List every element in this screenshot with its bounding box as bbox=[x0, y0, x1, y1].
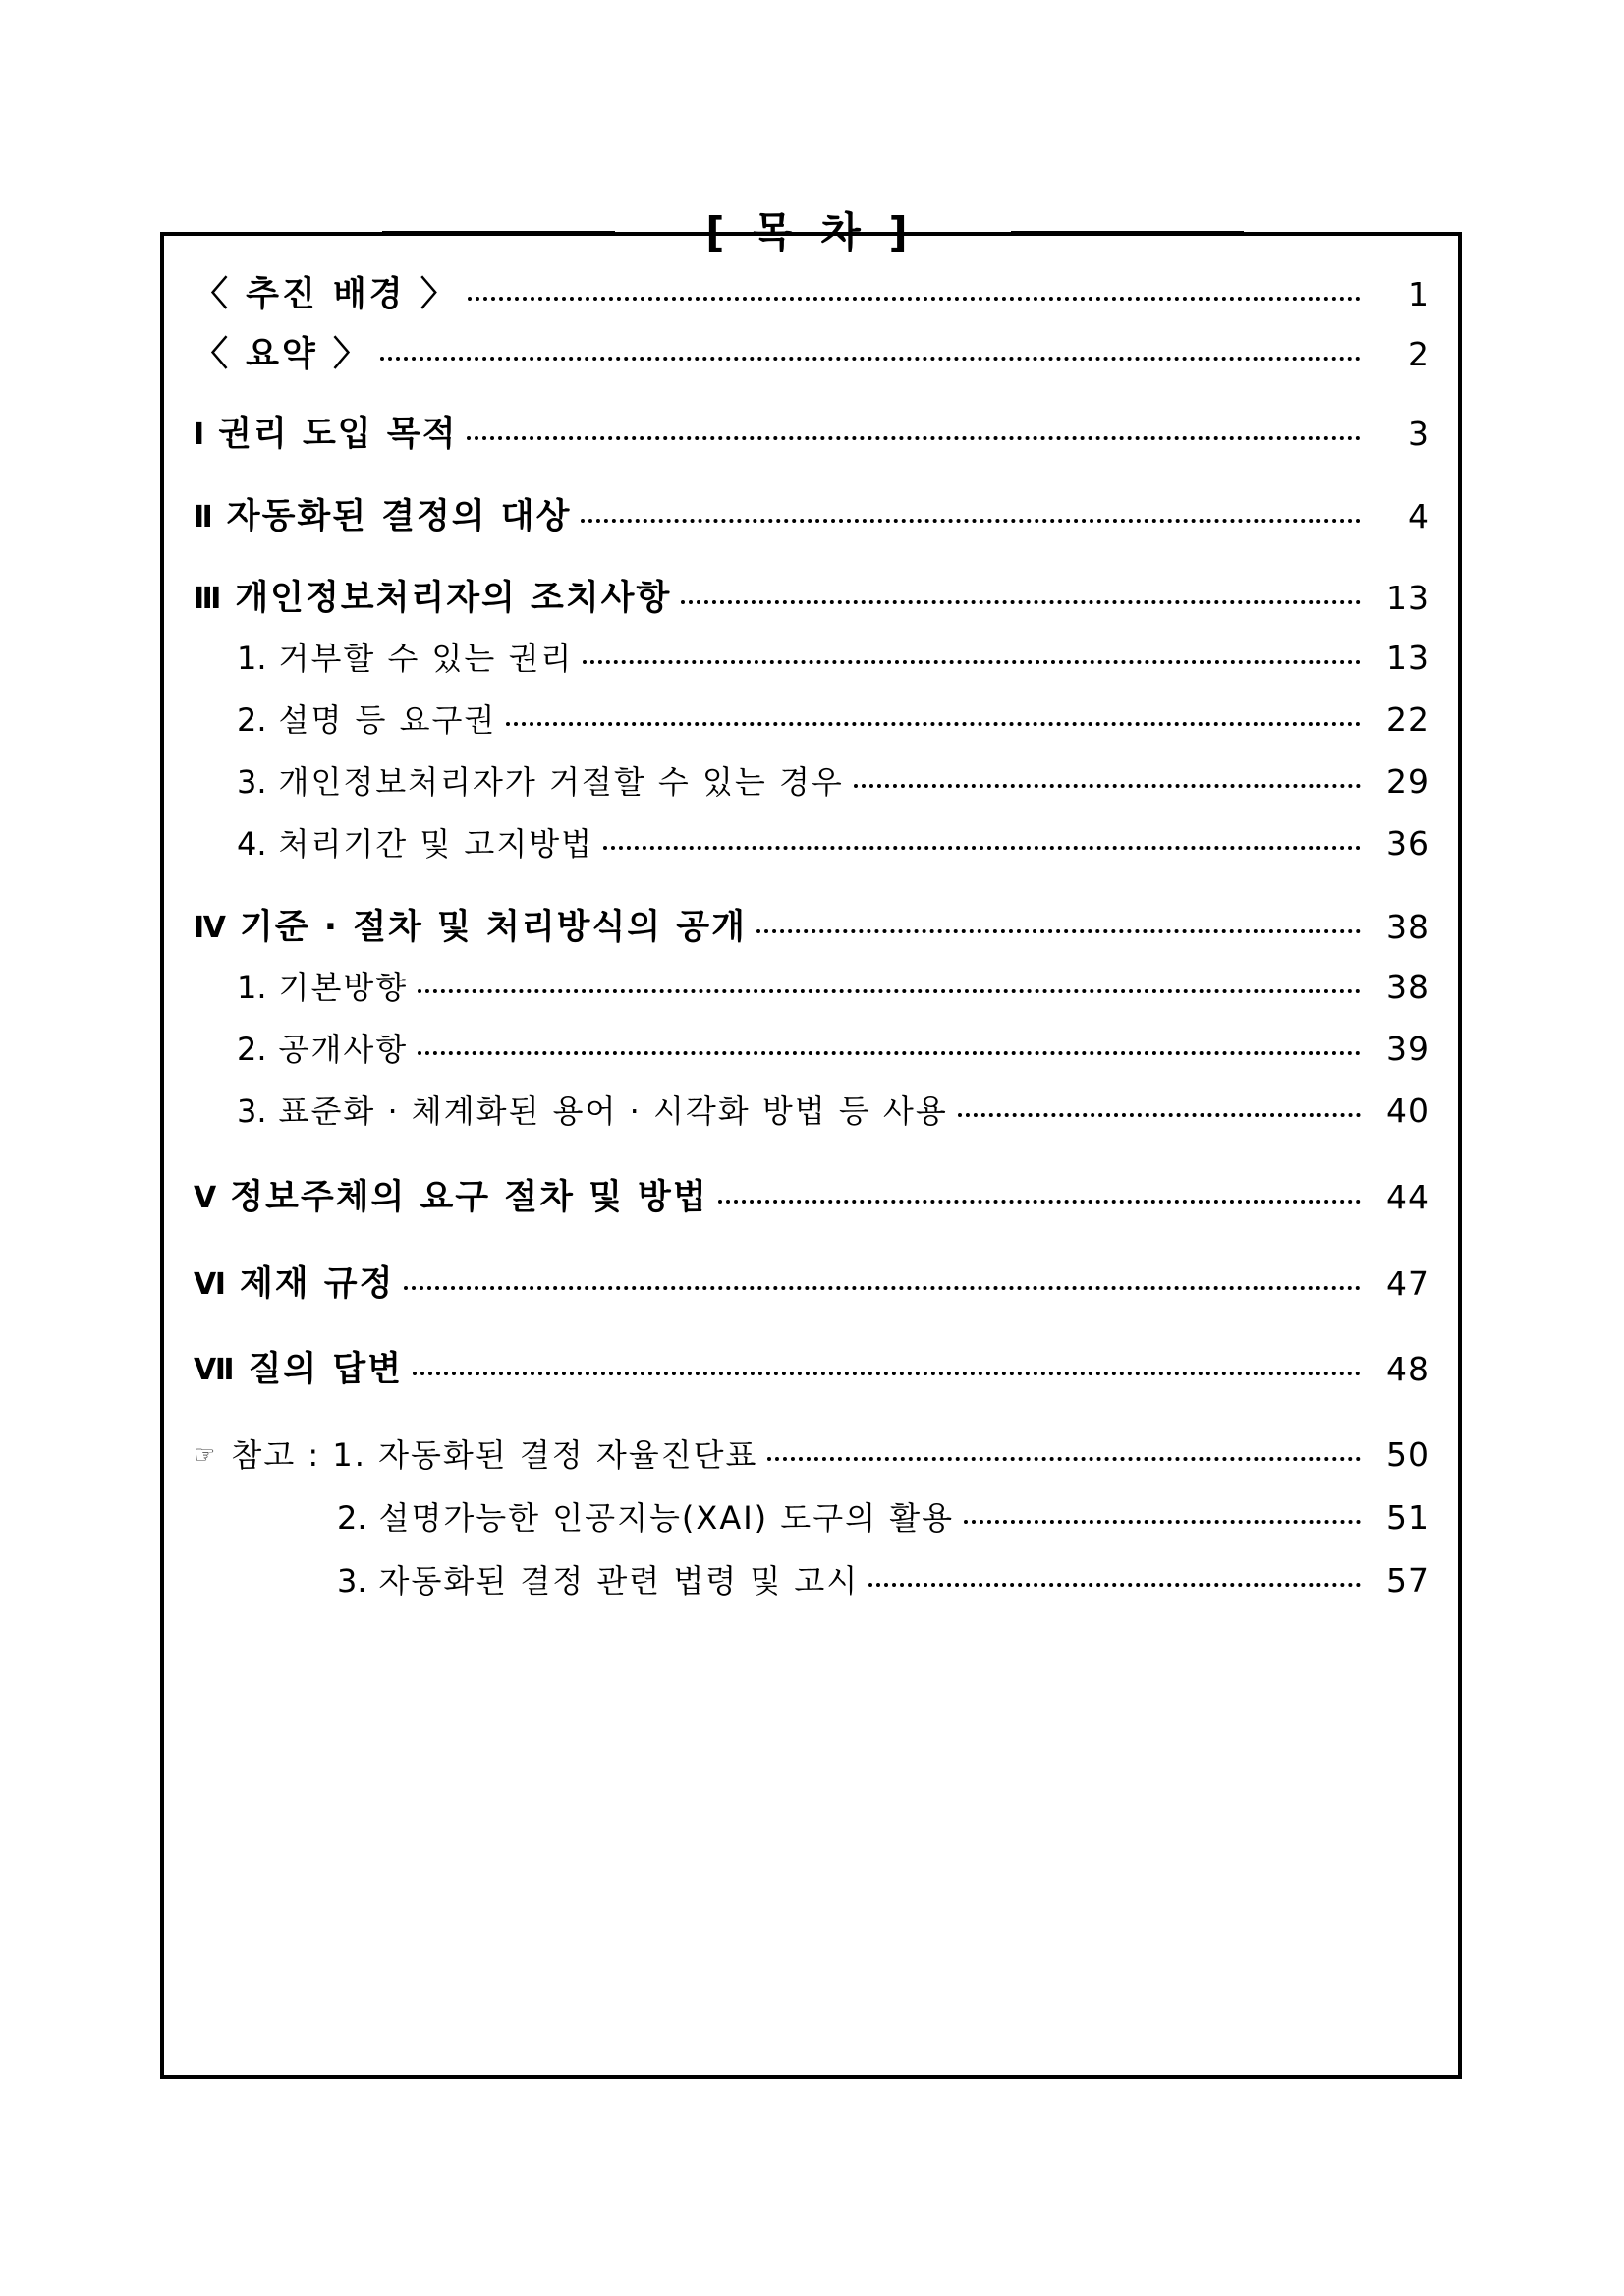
toc-page-number: 51 bbox=[1386, 1498, 1429, 1537]
toc-page-number: 13 bbox=[1386, 639, 1429, 677]
toc-entry-label: 설명가능한 인공지능(XAI) 도구의 활용 bbox=[378, 1499, 955, 1537]
toc-page-number: 4 bbox=[1408, 497, 1429, 535]
toc-page-number: 36 bbox=[1386, 824, 1429, 863]
toc-page-number: 40 bbox=[1386, 1092, 1429, 1130]
toc-entry-marker: 1. bbox=[237, 640, 267, 677]
toc-entry[interactable] bbox=[337, 1493, 1429, 1539]
toc-page-number: 44 bbox=[1386, 1178, 1429, 1216]
toc-entry-marker: Ⅶ bbox=[194, 1353, 235, 1387]
toc-entry-marker: Ⅰ bbox=[194, 418, 205, 452]
toc-page-number: 1 bbox=[1408, 275, 1429, 313]
toc-entry[interactable] bbox=[237, 1087, 1429, 1132]
dot-leader bbox=[413, 1365, 1361, 1380]
toc-entry[interactable] bbox=[194, 1170, 1429, 1219]
toc-page-number: 39 bbox=[1386, 1030, 1429, 1068]
dot-leader bbox=[718, 1193, 1361, 1208]
pointing-hand-icon: ☞ bbox=[194, 1440, 216, 1469]
toc-entry-label: 질의 답변 bbox=[248, 1350, 404, 1389]
toc-entry-marker: 3. bbox=[337, 1562, 367, 1599]
toc-page-number: 13 bbox=[1386, 579, 1429, 617]
toc-entry[interactable] bbox=[237, 819, 1429, 865]
toc-entry-marker: Ⅵ bbox=[194, 1267, 226, 1302]
toc-entry[interactable] bbox=[194, 1430, 1429, 1476]
toc-entry-marker: 2. bbox=[237, 1031, 267, 1068]
dot-leader bbox=[467, 429, 1361, 445]
dot-leader bbox=[468, 290, 1361, 306]
toc-entry[interactable] bbox=[194, 489, 1429, 538]
toc-page-number: 47 bbox=[1386, 1264, 1429, 1303]
toc-entry[interactable] bbox=[194, 1342, 1429, 1391]
toc-entry[interactable] bbox=[194, 900, 1429, 949]
dot-leader bbox=[380, 350, 1361, 365]
toc-entry[interactable] bbox=[194, 267, 1429, 316]
toc-entry-label: 기본방향 bbox=[278, 969, 409, 1006]
dot-leader bbox=[964, 1513, 1361, 1529]
dot-leader bbox=[581, 512, 1361, 528]
toc-entry[interactable] bbox=[194, 571, 1429, 620]
toc-entry-marker: Ⅳ bbox=[194, 911, 226, 945]
toc-entry-label: 개인정보처리자가 거절할 수 있는 경우 bbox=[278, 763, 844, 801]
toc-page-number: 22 bbox=[1386, 700, 1429, 739]
toc-entry-label: 표준화 · 체계화된 용어 · 시각화 방법 등 사용 bbox=[278, 1092, 948, 1130]
toc-entry[interactable] bbox=[194, 1257, 1429, 1306]
toc-page-number: 2 bbox=[1408, 335, 1429, 373]
toc-page-number: 50 bbox=[1386, 1435, 1429, 1474]
toc-entry-label: 〈 요약 〉 bbox=[194, 335, 370, 374]
toc-entry-marker: 1. bbox=[237, 969, 267, 1006]
toc-entry[interactable] bbox=[237, 963, 1429, 1008]
toc-page-number: 3 bbox=[1408, 415, 1429, 453]
dot-leader bbox=[603, 839, 1361, 855]
dot-leader bbox=[418, 982, 1361, 998]
toc-page-number: 38 bbox=[1386, 908, 1429, 946]
toc-entry-marker: Ⅴ bbox=[194, 1181, 217, 1215]
toc-entry-marker: 2. bbox=[337, 1499, 367, 1537]
toc-entry[interactable] bbox=[194, 407, 1429, 456]
dot-leader bbox=[756, 923, 1361, 938]
toc-page-number: 38 bbox=[1386, 968, 1429, 1006]
toc-entry-label: 자동화된 결정 관련 법령 및 고시 bbox=[378, 1562, 860, 1599]
toc-entry[interactable] bbox=[337, 1556, 1429, 1601]
toc-entry-marker: 3. bbox=[237, 1092, 267, 1130]
dot-leader bbox=[868, 1576, 1361, 1592]
toc-entry-marker: 4. bbox=[237, 825, 267, 863]
toc-entry[interactable] bbox=[237, 634, 1429, 679]
toc-entry-label: 제재 규정 bbox=[239, 1264, 395, 1304]
toc-entry-marker: Ⅱ bbox=[194, 500, 213, 534]
toc-entry[interactable] bbox=[237, 1025, 1429, 1070]
dot-leader bbox=[506, 715, 1361, 731]
toc-entry[interactable] bbox=[237, 757, 1429, 803]
toc-entry-marker: Ⅲ bbox=[194, 582, 222, 616]
page-title: [ 목 차 ] bbox=[700, 212, 920, 253]
dot-leader bbox=[958, 1106, 1361, 1122]
dot-leader bbox=[583, 653, 1361, 669]
toc-page-number: 57 bbox=[1386, 1561, 1429, 1599]
dot-leader bbox=[404, 1279, 1361, 1295]
toc-entry-marker: 3. bbox=[237, 763, 267, 801]
toc-entry-label: 개인정보처리자의 조치사항 bbox=[235, 579, 672, 618]
toc-entry-label: 거부할 수 있는 권리 bbox=[278, 640, 574, 677]
toc-entry-marker: 2. bbox=[237, 701, 267, 739]
toc-entry-label: 자동화된 결정의 대상 bbox=[226, 497, 572, 536]
toc-entry-label: 공개사항 bbox=[278, 1031, 409, 1068]
dot-leader bbox=[418, 1044, 1361, 1060]
toc-entry-label: 권리 도입 목적 bbox=[218, 415, 458, 454]
toc-entry-label: 설명 등 요구권 bbox=[278, 701, 497, 739]
toc-entry-label: 〈 추진 배경 〉 bbox=[194, 275, 458, 314]
toc-entry-label: 처리기간 및 고지방법 bbox=[278, 825, 594, 863]
toc-list bbox=[160, 232, 1462, 2079]
toc-entry[interactable] bbox=[194, 327, 1429, 376]
toc-page-number: 48 bbox=[1386, 1350, 1429, 1388]
toc-entry-label: 기준 · 절차 및 처리방식의 공개 bbox=[239, 908, 747, 947]
toc-entry-label: 정보주체의 요구 절차 및 방법 bbox=[230, 1178, 708, 1217]
dot-leader bbox=[854, 777, 1361, 793]
toc-entry-label: 참고 : 1. 자동화된 결정 자율진단표 bbox=[231, 1436, 758, 1474]
dot-leader bbox=[681, 593, 1361, 609]
toc-page-number: 29 bbox=[1386, 762, 1429, 801]
dot-leader bbox=[767, 1450, 1361, 1466]
toc-entry[interactable] bbox=[237, 696, 1429, 741]
